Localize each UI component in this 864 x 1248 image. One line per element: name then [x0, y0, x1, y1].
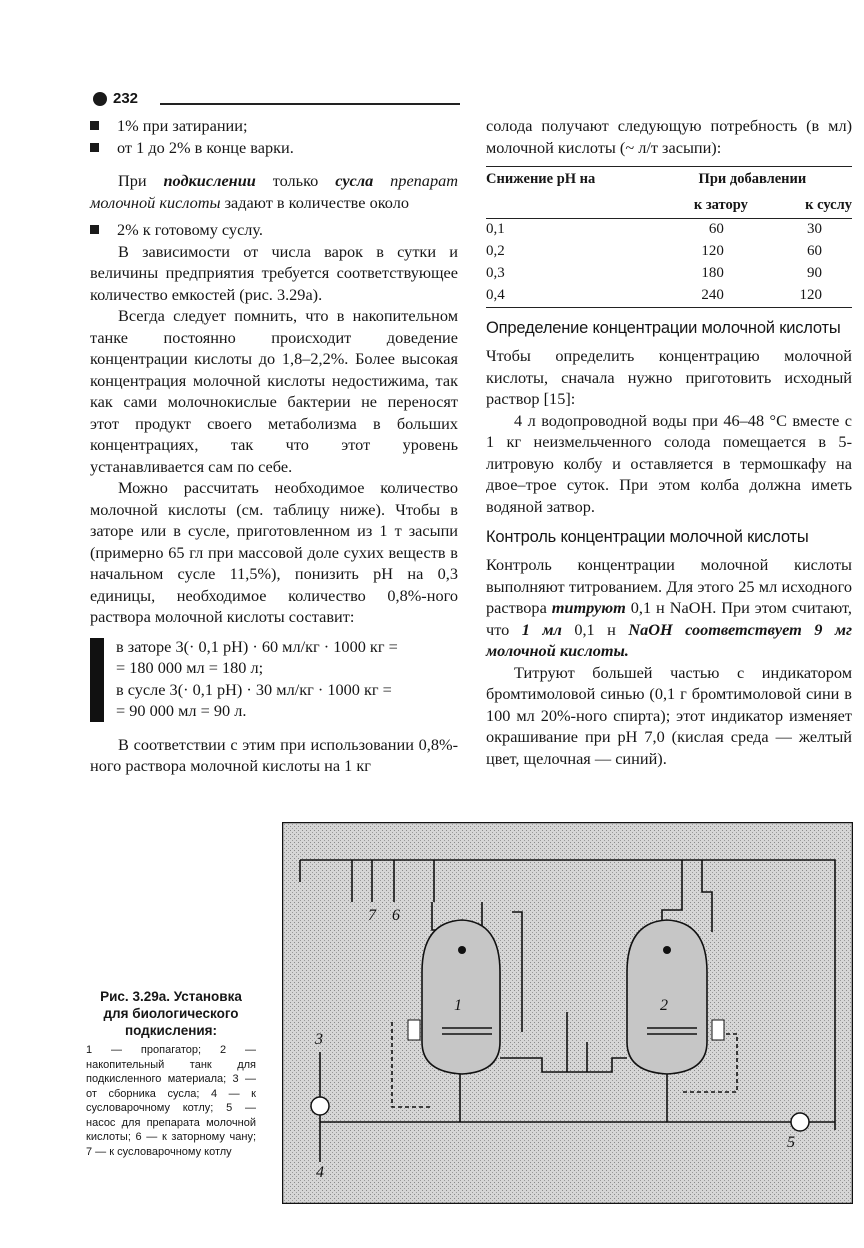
- acidification-plant-diagram: [282, 822, 853, 1204]
- label-2: 2: [660, 997, 668, 1014]
- formula-block: [90, 636, 458, 722]
- paragraph-titration: Контроль концентрации молочной кислоты выполняют титрованием. Для этого 25 мл исходного раствора титруют 0,1 н NaOH. При этом считают, что 1 мл 0,1 н NaOH соответствует 9 мг молочной кислоты.: [486, 555, 852, 660]
- page-number-text: 232: [113, 90, 139, 107]
- table-row: 0,1 60 30: [486, 221, 822, 238]
- figure-caption: [86, 988, 256, 1159]
- table-header-mash: к затору: [653, 193, 772, 219]
- page-number: [93, 90, 138, 107]
- caption-description: 1 — пропагатор; 2 — накопительный танк для подкисленного материала; 3 — от сборника сусла; 4 — к сусловарочному котлу; 5 — насос для препарата молочной кислоты; 6 — к заторному чану; 7 — к сусловарочному котлу: [86, 1044, 256, 1158]
- bullet-item: 1% при затирании;: [90, 115, 458, 137]
- section-heading: Определение концентрации молочной кислоты: [486, 319, 841, 337]
- caption-title: Рис. 3.29а. Установка для биологического подкисления:: [100, 989, 242, 1038]
- table-header-wort: к суслу: [772, 193, 852, 219]
- paragraph: В зависимости от числа варок в сутки и величины предприятия требуется соответствующее количество емкостей (рис. 3.29а).: [90, 241, 458, 304]
- bullet-item: от 1 до 2% в конце варки.: [90, 137, 458, 159]
- page-marker-icon: [93, 92, 107, 106]
- table-row: 0,3 180 90: [486, 265, 822, 282]
- bullet-square-icon: [90, 225, 99, 234]
- bullet-square-icon: [90, 143, 99, 152]
- paragraph: Всегда следует помнить, что в накопительном танке постоянно происходит доведение концентрации кислоты до 1,8–2,2%. Более высокая концентрация молочной кислоты недостижима, так как сами молочнокислые бактерии не переносят этот продукт своего метаболизма в больших концентрациях, так что этот уровень устанавливается сам по себе.: [90, 306, 458, 476]
- bullet-square-icon: [90, 121, 99, 130]
- bullet-item: 2% к готовому суслу.: [90, 219, 458, 241]
- right-column: [486, 115, 852, 769]
- formula-line: = 180 000 мл = 180 л;: [116, 658, 264, 677]
- paragraph: солода получают следующую потребность (в мл) молочной кислоты (~ л/т засыпи):: [486, 116, 852, 157]
- left-column: [90, 115, 458, 777]
- paragraph: Чтобы определить концентрацию молочной кислоты, сначала нужно приготовить исходный раствор [15]:: [486, 346, 852, 408]
- formula-line: = 90 000 мл = 90 л.: [116, 701, 247, 720]
- ph-table: [486, 166, 852, 308]
- label-7: 7: [368, 907, 376, 924]
- formula-bar: [90, 638, 104, 722]
- table-header-ph: Снижение pH на: [486, 167, 653, 219]
- label-5: 5: [787, 1134, 795, 1151]
- label-6: 6: [392, 907, 400, 924]
- label-3: 3: [315, 1031, 323, 1048]
- label-4: 4: [316, 1164, 324, 1181]
- section-heading: Контроль концентрации молочной кислоты: [486, 528, 809, 546]
- paragraph: В соответствии с этим при использовании 0,8%-ного раствора молочной кислоты на 1 кг: [90, 734, 458, 775]
- formula-line: в заторе 3(· 0,1 pH) · 60 мл/кг · 1000 кг =: [116, 636, 398, 656]
- table-header-group: При добавлении: [653, 167, 852, 193]
- label-1: 1: [454, 997, 462, 1014]
- formula-line: в сусле 3(· 0,1 pH) · 30 мл/кг · 1000 кг =: [116, 679, 392, 699]
- table-row: 0,2 120 60: [486, 243, 822, 260]
- paragraph-acidification: При подкислении только сусла препарат молочной кислоты задают в количестве около: [90, 171, 458, 212]
- paragraph: 4 л водопроводной воды при 46–48 °С вместе с 1 кг неизмельченного солода помещается в 5-литровую колбу и оставляется в термошкафу на двое–трое суток. При этом колба должна иметь водяной затвор.: [486, 410, 852, 516]
- header-rule: [160, 103, 460, 105]
- paragraph: Можно рассчитать необходимое количество молочной кислоты (см. таблицу ниже). Чтобы в заторе или в сусле, приготовленном из 1 т засыпи (примерно 65 гл при массовой доле сухих веществ в начальном сусле 11,5%), понизить pH на 0,3 единицы, необходимое количество 0,8%-ного раствора молочной кислоты составит:: [90, 478, 458, 626]
- table-row: 0,4 240 120: [486, 285, 852, 308]
- paragraph: Титруют большей частью с индикатором бромтимоловой синью (0,1 г бромтимоловой сини в 100 мл 20%-ного спирта); этот индикатор изменяет окрашивание при pH 7,0 (кислая среда — желтый цвет, щелочная — синий).: [486, 662, 852, 768]
